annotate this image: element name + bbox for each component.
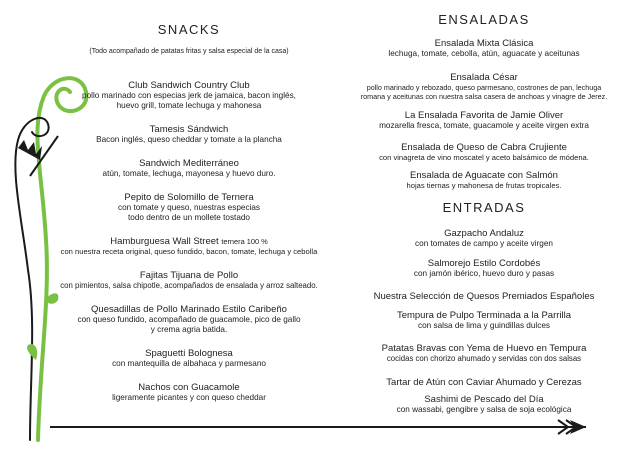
item-name: Sandwich Mediterráneo [139, 158, 239, 169]
item-name: Tartar de Atún con Caviar Ahumado y Cerezas [386, 377, 582, 388]
menu-item [44, 382, 334, 403]
menu-item [338, 258, 630, 279]
item-name-text: Hamburguesa Wall Street [110, 236, 219, 247]
item-desc: y crema agria batida. [150, 325, 228, 334]
item-desc: con jamón ibérico, huevo duro y pasas [413, 269, 555, 278]
item-desc: con nuestra receta original, queso fundido, bacon, tomate, lechuga y cebolla [60, 247, 318, 256]
menu-item [338, 170, 630, 191]
menu-item [338, 110, 630, 131]
item-desc: con tomates de campo y aceite virgen [415, 239, 553, 248]
menu-item [338, 228, 630, 249]
item-desc: con vinagreta de vino moscatel y aceto balsámico de módena. [379, 153, 589, 162]
item-name: Sashimi de Pescado del Día [424, 394, 544, 405]
item-desc: romana y aceitunas con nuestra salsa casera de anchoas y vinagre de Jerez. [360, 92, 608, 101]
menu-item [338, 142, 630, 163]
item-desc: con pimientos, salsa chipotle, acompañados de ensalada y arroz salteado. [60, 281, 318, 290]
snacks-note: (Todo acompañado de patatas fritas y salsa especial de la casa) [89, 48, 289, 55]
menu-item [44, 304, 334, 335]
menu-item [44, 124, 334, 145]
menu-item [338, 377, 630, 388]
menu-item [44, 270, 334, 291]
item-desc: con wassabi, gengibre y salsa de soja ecológica [396, 405, 572, 414]
item-name: Ensalada Mixta Clásica [434, 38, 534, 49]
item-desc: hojas tiernas y mahonesa de frutas tropicales. [406, 181, 562, 190]
item-desc: pollo marinado con especias jerk de jamaica, bacon inglés, [82, 91, 296, 100]
menu-item [338, 72, 630, 101]
item-desc: lechuga, tomate, cebolla, atún, aguacate y aceitunas [388, 49, 580, 58]
menu-item [44, 192, 334, 223]
snacks-title: SNACKS [157, 22, 221, 37]
item-desc: todo dentro de un mollete tostado [128, 213, 250, 222]
item-desc: con tomate y queso, nuestras especias [118, 203, 260, 212]
item-name: La Ensalada Favorita de Jamie Oliver [404, 110, 564, 121]
item-desc: atún, tomate, lechuga, mayonesa y huevo duro. [102, 169, 276, 178]
item-name: Pepito de Solomillo de Ternera [124, 192, 254, 203]
item-name: Fajitas Tijuana de Pollo [139, 270, 239, 281]
menu-item [338, 38, 630, 59]
menu-item [338, 394, 630, 415]
item-name [44, 236, 334, 247]
item-name: Nuestra Selección de Quesos Premiados Españoles [373, 291, 595, 302]
item-name: Ensalada César [450, 72, 518, 83]
menu-item [338, 291, 630, 302]
item-desc: huevo grill, tomate lechuga y mahonesa [116, 101, 262, 110]
item-name: Quesadillas de Pollo Marinado Estilo Caribeño [91, 304, 287, 315]
item-desc: con mantequilla de albahaca y parmesano [112, 359, 266, 368]
item-desc: con queso fundido, acompañado de guacamole, pico de gallo [77, 315, 301, 324]
item-name: Club Sandwich Country Club [128, 80, 250, 91]
item-name: Gazpacho Andaluz [444, 228, 524, 239]
item-name-extra: ternera 100 % [221, 237, 268, 246]
menu-item [338, 310, 630, 331]
item-name: Ensalada de Aguacate con Salmón [410, 170, 558, 181]
entradas-title: ENTRADAS [442, 200, 526, 215]
item-desc: con salsa de lima y guindillas dulces [418, 321, 550, 330]
item-name: Patatas Bravas con Yema de Huevo en Tempura [381, 343, 587, 354]
menu-item [338, 343, 630, 364]
item-name: Tamesis Sándwich [149, 124, 229, 135]
item-name: Ensalada de Queso de Cabra Crujiente [401, 142, 567, 153]
menu-item [44, 236, 334, 257]
menu-item [44, 80, 334, 111]
item-name: Tempura de Pulpo Terminada a la Parrilla [396, 310, 572, 321]
menu-item [44, 158, 334, 179]
item-desc: cocidas con chorizo ahumado y servidas con dos salsas [386, 354, 582, 363]
item-name: Spaguetti Bolognesa [145, 348, 233, 359]
item-desc: pollo marinado y rebozado, queso parmesano, costrones de pan, lechuga [366, 83, 602, 92]
item-name: Nachos con Guacamole [138, 382, 240, 393]
ensaladas-title: ENSALADAS [438, 12, 530, 27]
item-desc: ligeramente picantes y con queso cheddar [112, 393, 266, 402]
item-desc: mozarella fresca, tomate, guacamole y aceite virgen extra [379, 121, 589, 130]
item-name: Salmorejo Estilo Cordobés [427, 258, 541, 269]
menu-item [44, 348, 334, 369]
item-desc: Bacon inglés, queso cheddar y tomate a la plancha [96, 135, 282, 144]
